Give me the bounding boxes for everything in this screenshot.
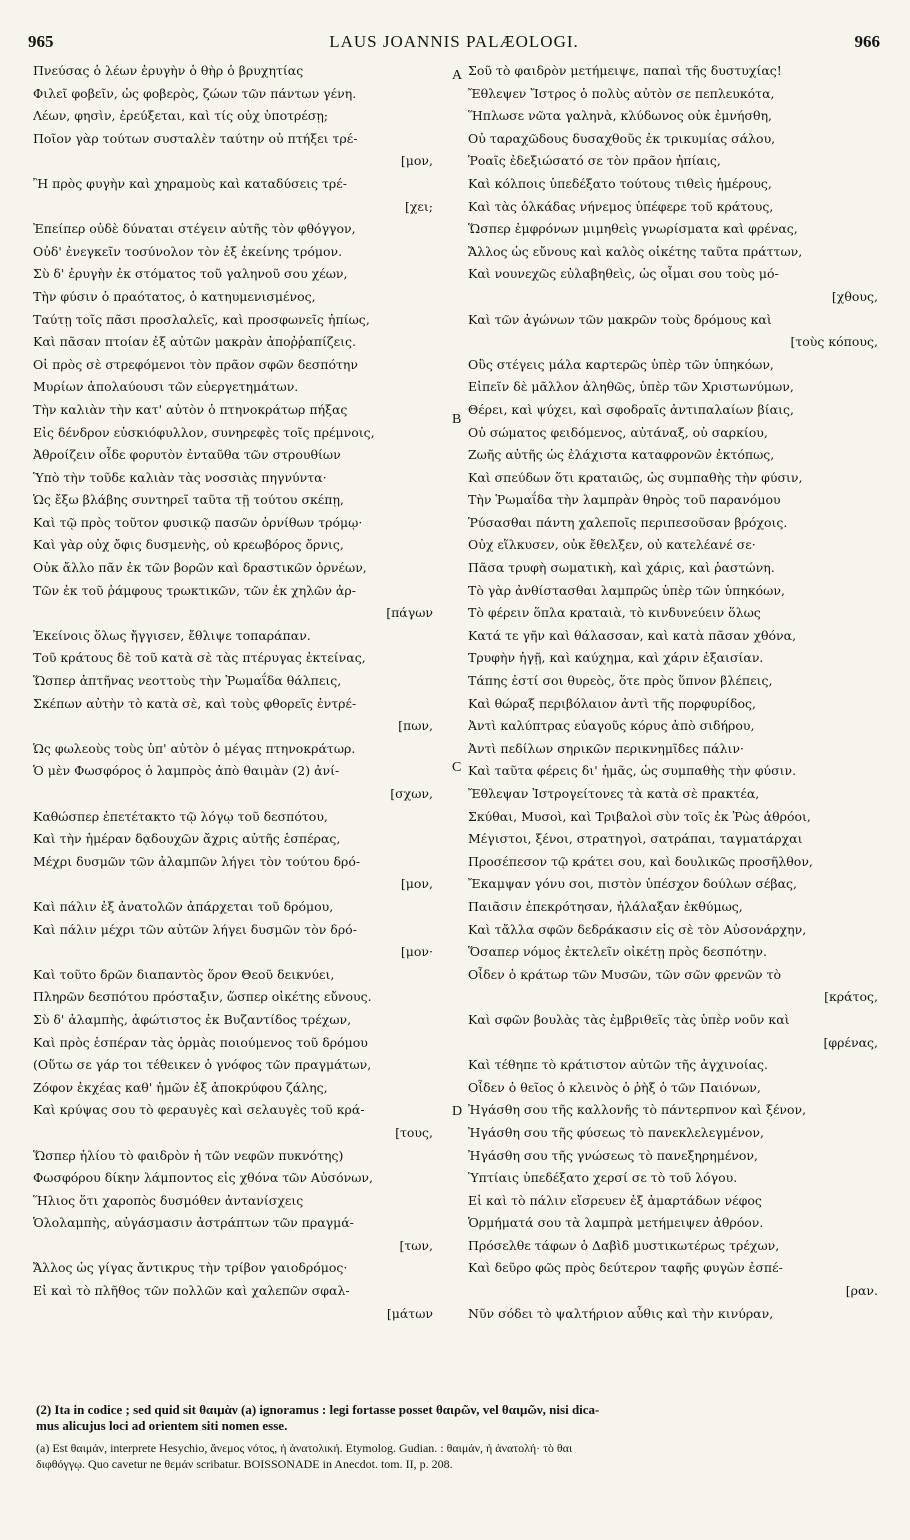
verse-line: Ὅσαπερ νόμος ἐκτελεῖν οἰκέτῃ πρὸς δεσπότην. (468, 944, 767, 960)
footnote-a (36, 1440, 878, 1472)
verse-line: Τοῦ κράτους δὲ τοῦ κατὰ σὲ τὰς πτέρυγας ἐκτείνας, (33, 650, 366, 666)
verse-line: Καὶ πρὸς ἑσπέραν τὰς ὁρμὰς ποιούμενος τοῦ δρόμου (33, 1034, 368, 1050)
verse-line: Καὶ τοῦτο δρῶν διαπαντὸς ὅρον Θεοῦ δεικνύει, (33, 966, 335, 982)
verse-line: Οἶδεν ὁ θεῖος ὁ κλεινὸς ὁ ῥὴξ ὁ τῶν Παιόνων, (468, 1079, 761, 1095)
verse-line: Καὶ πᾶσαν πτοίαν ἐξ αὐτῶν μακρὰν ἀποῤῥαπίζεις. (33, 334, 357, 350)
verse-line: Ὁλολαμπὴς, αὐγάσμασιν ἀστράπτων τῶν πραγμά- (33, 1215, 354, 1231)
verse-line: Καὶ τέθηπε τὸ κράτιστον αὐτῶν τῆς ἀγχινοίας. (468, 1057, 769, 1073)
verse-line: Καὶ τὰς ὁλκάδας νήνεμος ὑπέφερε τοῦ κράτους, (468, 198, 774, 214)
verse-line: Ὑπτίαις ὑπεδέξατο χερσί σε τὸ τοῦ λόγου. (468, 1170, 738, 1186)
running-title: LAUS JOANNIS PALÆOLOGI. (329, 32, 579, 51)
section-marker-b: B (452, 412, 462, 427)
verse-line: Ῥύσασθαι πάντη χαλεποῖς περιπεσοῦσαν βρόχοις. (468, 514, 788, 530)
verse-line: Ἀντὶ πεδίλων σηρικῶν περικνημῖδες πάλιν· (468, 740, 744, 756)
verse-line: Ἔθλεψαν Ἰστρογείτονες τὰ κατὰ σὲ πρακτέα, (468, 786, 760, 801)
verse-line: Οὐ σώματος φειδόμενος, αὐτάναξ, οὐ σαρκίου, (468, 424, 768, 440)
verse-line: Φιλεῖ φοβεῖν, ὡς φοβερὸς, ζώων τῶν πάντων γένη. (33, 85, 357, 101)
verse-line: Ζόφον ἐκχέας καθ' ἡμῶν ἐξ ἀποκρύφου ζάλης, (33, 1079, 328, 1095)
verse-line: Τρυφὴν ἡγῇ, καὶ καύχημα, καὶ χάριν ἐξαισίαν. (468, 650, 764, 666)
verse-continuation: [μον, (400, 876, 433, 892)
footnote-2 (36, 1402, 878, 1434)
verse-line: Καὶ τὴν ἡμέραν δᾳδουχῶν ἄχρις αὐτῆς ἑσπέρας, (33, 831, 341, 847)
verse-line: Ἔθλεψεν Ἴστρος ὁ πολὺς αὐτὸν σε πεπλευκότα, (468, 85, 775, 101)
verse-line: Ὥσπερ ἡλίου τὸ φαιδρὸν ἡ τῶν νεφῶν πυκνότης) (33, 1147, 344, 1163)
verse-line: Ἥλιος ὅτι χαροπὸς δυσμόθεν ἀντανίσχεις (33, 1192, 304, 1208)
verse-line: Καὶ νουνεχῶς εὐλαβηθεὶς, ὡς οἶμαι σου τοὺς μό- (468, 266, 779, 282)
verse-line: Ἥπλωσε νῶτα γαληνὰ, κλύδωνος οὐκ ἐμνήσθη, (468, 108, 773, 124)
verse-line: Ὡς φωλεοὺς τοὺς ὑπ' αὐτὸν ὁ μέγας πτηνοκράτωρ. (33, 740, 356, 756)
verse-line: Καὶ ταῦτα φέρεις δι' ἡμᾶς, ὡς συμπαθὴς τὴν φύσιν. (468, 763, 797, 779)
verse-continuation: [μον· (400, 944, 433, 960)
verse-line: Οἱ πρὸς σὲ στρεφόμενοι τὸν πρᾶον σφῶν δεσπότην (33, 356, 358, 372)
verse-line: Οὐχ εἵλκυσεν, οὐκ ἔθελξεν, οὐ κατελέανέ σε· (468, 537, 756, 553)
verse-continuation: [τοὺς κόπους, (790, 334, 878, 350)
verse-line: Καὶ σπεύδων ὅτι κραταιῶς, ὡς συμπαθὴς τὴν φύσιν, (468, 469, 803, 485)
verse-line: Τὴν Ῥωμαΐδα τὴν λαμπρὰν θηρὸς τοῦ παρανόμου (468, 492, 781, 508)
verse-continuation: [κράτος, (824, 989, 878, 1005)
verse-continuation: [μον, (400, 153, 433, 169)
section-marker-d: D (452, 1104, 463, 1119)
verse-continuation: [χει; (404, 198, 433, 214)
section-marker-c: C (452, 760, 462, 775)
verse-line: Μέχρι δυσμῶν τῶν ἀλαμπῶν λήγει τὸν τούτου δρό- (33, 853, 361, 869)
verse-line: Εἰς δένδρον εὐσκιόφυλλον, συνηρεφὲς τοῖς πρέμνοις, (33, 424, 375, 440)
verse-line: Πρόσελθε τάφων ὁ Δαβὶδ μυστικωτέρως τρέχων, (468, 1237, 780, 1253)
verse-line: Καὶ γὰρ οὐχ ὄφις δυσμενὴς, οὐ κρεωβόρος ὄρνις, (33, 537, 344, 553)
verse-line: Ζωῆς αὐτῆς ὡς ἐλάχιστα καταφρονῶν ἐκτόπως, (468, 447, 775, 463)
verse-line: Πληρῶν δεσπότου πρόσταξιν, ὥσπερ οἰκέτης εὔνους. (33, 989, 372, 1005)
verse-line: Τὴν φύσιν ὁ πραότατος, ὁ κατηυμενισμένος, (33, 288, 316, 304)
verse-line: Προσέπεσον τῷ κράτει σου, καὶ δουλικῶς προσῆλθον, (468, 853, 813, 869)
verse-line: Εἰπεῖν δὲ μᾶλλον ἀληθῶς, ὑπὲρ τῶν Χριστωνύμων, (468, 379, 794, 395)
verse-line: Καὶ δεῦρο φῶς πρὸς δεύτερον ταφῆς φυγὼν ἐσπέ- (468, 1260, 783, 1276)
verse-line: Καθώσπερ ἐπετέτακτο τῷ λόγῳ τοῦ δεσπότου, (33, 808, 328, 824)
verse-line: Σκύθαι, Μυσοὶ, καὶ Τριβαλοὶ σὺν τοῖς ἐκ Ῥὼς ἀθρόοι, (468, 808, 811, 824)
verse-line: Ἄλλος ὡς γίγας ἄντικρυς τὴν τρίβον γαιοδρόμος· (33, 1260, 348, 1276)
verse-line: Ἠγάσθη σου τῆς καλλονῆς τὸ πάντερπνον καὶ ξένον, (468, 1102, 807, 1118)
verse-line: Πνεύσας ὁ λέων ἐρυγὴν ὁ θὴρ ὁ βρυχητίας (33, 63, 304, 78)
verse-line: Καὶ κρύψας σου τὸ φεραυγὲς καὶ σελαυγὲς τοῦ κρά- (33, 1102, 365, 1118)
verse-line: Πᾶσα τρυφὴ σωματικὴ, καὶ χάρις, καὶ ῥαστώνη. (468, 560, 775, 576)
page-number-right: 966 (854, 32, 880, 51)
verse-line: Ἔκαμψαν γόνυ σοι, πιστὸν ὑπέσχον δούλων σέβας, (468, 876, 798, 892)
verse-line: Οὓς στέγεις μάλα καρτερῶς ὑπὲρ τῶν ὑπηκόων, (468, 356, 774, 372)
verse-line: Καὶ τῶν ἀγώνων τῶν μακρῶν τοὺς δρόμους καὶ (468, 311, 772, 327)
verse-line: Οἶδεν ὁ κράτωρ τῶν Μυσῶν, τῶν σῶν φρενῶν τὸ (468, 966, 781, 982)
verse-continuation: [μάτων (386, 1305, 433, 1321)
verse-line: Ὑπὸ τὴν τοῦδε καλιὰν τὰς νοσσιὰς πηγνύντα· (33, 469, 327, 485)
verse-line: Καὶ κόλποις ὑπεδέξατο τούτους τιθεὶς ἡμέρους, (468, 175, 772, 191)
verse-line: Οὐκ ἄλλο πᾶν ἐκ τῶν βορῶν καὶ δραστικῶν ὀρνέων, (33, 560, 367, 576)
verse-line: Μυρίων ἀπολαύουσι τῶν εὐεργετημάτων. (33, 379, 299, 395)
verse-line: Καὶ πάλιν μέχρι τῶν αὐτῶν λήγει δυσμῶν τὸν δρό- (33, 921, 357, 937)
verse-line: Ἄλλος ὡς εὔνους καὶ καλὸς οἰκέτης ταῦτα πράττων, (468, 243, 803, 259)
verse-line: Καὶ πάλιν ἐξ ἀνατολῶν ἀπάρχεται τοῦ δρόμου, (33, 898, 334, 914)
verse-line: Ὁρμήματά σου τὰ λαμπρὰ μετήμειψεν ἀθρόον. (468, 1215, 764, 1231)
verse-line: Σὺ δ' ἀλαμπὴς, ἀφώτιστος ἐκ Βυζαντίδος τρέχων, (33, 1011, 352, 1027)
verse-line: Θέρει, καὶ ψύχει, καὶ σφοδραῖς ἀντιπαλαίων βίαις, (468, 401, 794, 417)
verse-line: Ὁ μὲν Φωσφόρος ὁ λαμπρὸς ἀπὸ θαιμὰν (2) ἀνί- (33, 763, 340, 779)
section-marker-a: A (452, 68, 463, 83)
right-column (468, 60, 882, 1325)
page-number-left: 965 (28, 32, 54, 51)
verse-line: Κατά τε γῆν καὶ θάλασσαν, καὶ κατὰ πᾶσαν χθόνα, (468, 627, 797, 643)
verse-line: Ὡς ἔξω βλάβης συντηρεῖ ταῦτα τῇ τούτου σκέπῃ, (33, 492, 344, 508)
verse-line: (Οὕτω σε γάρ τοι τέθεικεν ὁ γνόφος τῶν πραγμάτων, (33, 1057, 372, 1073)
verse-line: Καὶ θώραξ περιβόλαιον ἀντὶ τῆς πορφυρίδος, (468, 695, 757, 711)
verse-line: Ὥσπερ ἀπτῆνας νεοττοὺς τὴν Ῥωμαΐδα θάλπεις, (33, 673, 342, 689)
verse-line: Καὶ σφῶν βουλὰς τὰς ἐμβριθεῖς τὰς ὑπὲρ νοῦν καὶ (468, 1011, 790, 1027)
verse-line: Φωσφόρου δίκην λάμποντος εἰς χθόνα τῶν Αὐσόνων, (33, 1170, 373, 1186)
verse-line: Τὸ γὰρ ἀνθίστασθαι λαμπρῶς ὑπὲρ τῶν ὑπηκόων, (468, 582, 785, 598)
verse-continuation: [χθους, (831, 288, 878, 304)
footnote-line: (2) Ita in codice ; sed quid sit θαιμὰν (a) ignoramus : legi fortasse posset θαιρῶν, vel θαιμῶν, nisi dica- (36, 1402, 600, 1417)
verse-line: Νῦν σόδει τὸ ψαλτήριον αὖθις καὶ τὴν κινύραν, (468, 1305, 774, 1321)
verse-line: Οὐδ' ἐνεγκεῖν τοσύνολον τὸν ἐξ ἐκείνης τρόμον. (33, 243, 343, 259)
verse-continuation: [πάγων (386, 605, 433, 621)
verse-line: Τὴν καλιὰν τὴν κατ' αὐτὸν ὁ πτηνοκράτωρ πήξας (33, 401, 348, 417)
verse-line: Ταύτῃ τοῖς πᾶσι προσλαλεῖς, καὶ προσφωνεῖς ἠπίως, (33, 311, 370, 327)
verse-line: Ἢ πρὸς φυγὴν καὶ χηραμοὺς καὶ καταδύσεις τρέ- (33, 175, 347, 191)
verse-line: Ποῖον γὰρ τούτων συσταλὲν ταύτην οὐ πτήξει τρέ- (33, 130, 358, 146)
verse-line: Ἐπείπερ οὐδὲ δύναται στέγειν αὐτῆς τὸν φθόγγον, (33, 221, 356, 237)
verse-line: Μέγιστοι, ξένοι, στρατηγοὶ, σατράπαι, ταγματάρχαι (468, 831, 803, 847)
verse-line: Σοῦ τὸ φαιδρὸν μετήμειψε, παπαὶ τῆς δυστυχίας! (468, 63, 782, 78)
verse-line: Παιᾶσιν ἐπεκρότησαν, ἠλάλαξαν ἐκθύμως, (468, 898, 743, 914)
verse-continuation: [των, (399, 1237, 433, 1253)
verse-line: Εἰ καὶ τὸ πάλιν εἴσρευεν ἐξ ἀμαρτάδων νέφος (468, 1192, 762, 1208)
footnote-line: διφθόγγῳ. Quo cavetur ne θεμάν scribatur. BOISSONADE in Anecdot. tom. II, p. 208. (36, 1457, 453, 1471)
verse-line: Τῶν ἐκ τοῦ ῥάμφους τρωκτικῶν, τῶν ἐκ χηλῶν ἀρ- (33, 582, 356, 598)
left-column (33, 60, 453, 1325)
verse-line: Σκέπων αὐτὴν τὸ κατὰ σὲ, καὶ τοὺς φθορεῖς ἐντρέ- (33, 695, 357, 711)
verse-line: Τάπης ἐστί σοι θυρεὸς, ὅτε πρὸς ὕπνον βλέπεις, (468, 673, 773, 689)
footnote-line: (a) Est θαιμάν, interprete Hesychio, ἄνεμος νότος, ἡ ἀνατολική. Etymolog. Gudian. : θαιμάν, ἡ ἀνατολή· τὸ θαι (36, 1441, 573, 1455)
verse-continuation: [φρένας, (823, 1034, 878, 1050)
verse-line: Σὺ δ' ἐρυγὴν ἐκ στόματος τοῦ γαληνοῦ σου χέων, (33, 266, 348, 282)
verse-line: Τὸ φέρειν ὅπλα κραταιὰ, τὸ κινδυνεύειν ὅλως (468, 605, 761, 621)
verse-line: Ῥοαῖς ἐδεξιώσατό σε τὸν πρᾶον ἠπίαις, (468, 153, 721, 169)
verse-line: Ἀθροίζειν οἶδε φορυτὸν ἐνταῦθα τῶν στρουθίων (33, 447, 341, 463)
verse-line: Καὶ τἄλλα σφῶν δεδράκασιν εἰς σὲ τὸν Αὐσονάρχην, (468, 921, 807, 937)
verse-continuation: [πων, (398, 718, 433, 734)
verse-line: Ἐκείνοις ὅλως ἤγγισεν, ἔθλιψε τοπαράπαν. (33, 627, 311, 643)
verse-line: Καὶ τῷ πρὸς τοῦτον φυσικῷ πασῶν ὀρνίθων τρόμῳ· (33, 514, 363, 530)
verse-line: Ὥσπερ ἐμφρόνων μιμηθεὶς γνωρίσματα καὶ φρένας, (468, 221, 798, 237)
verse-line: Ἠγάσθη σου τῆς φύσεως τὸ πανεκλελεγμένον, (468, 1124, 764, 1140)
verse-line: Εἰ καὶ τὸ πλῆθος τῶν πολλῶν καὶ χαλεπῶν σφαλ- (33, 1283, 350, 1299)
verse-line: Οὐ ταραχῶδους δυσαχθοῦς ἐκ τρικυμίας σάλου, (468, 130, 776, 146)
verse-line: Ἠγάσθη σου τῆς γνώσεως τὸ πανεξηρημένον, (468, 1147, 759, 1163)
page-header (28, 32, 880, 54)
verse-line: Ἀντὶ καλύπτρας εὐαγοῦς κόρυς ἀπὸ σιδήρου, (468, 718, 755, 734)
verse-line: Λέων, φησὶν, ἐρεύξεται, καὶ τίς οὐχ ὑποτρέσῃ; (33, 108, 329, 124)
verse-continuation: [σχων, (390, 786, 433, 801)
verse-continuation: [τους, (395, 1124, 433, 1140)
footnote-line: mus alicujus loci ad orientem siti nomen esse. (36, 1418, 288, 1433)
verse-continuation: [ραν. (845, 1283, 878, 1299)
